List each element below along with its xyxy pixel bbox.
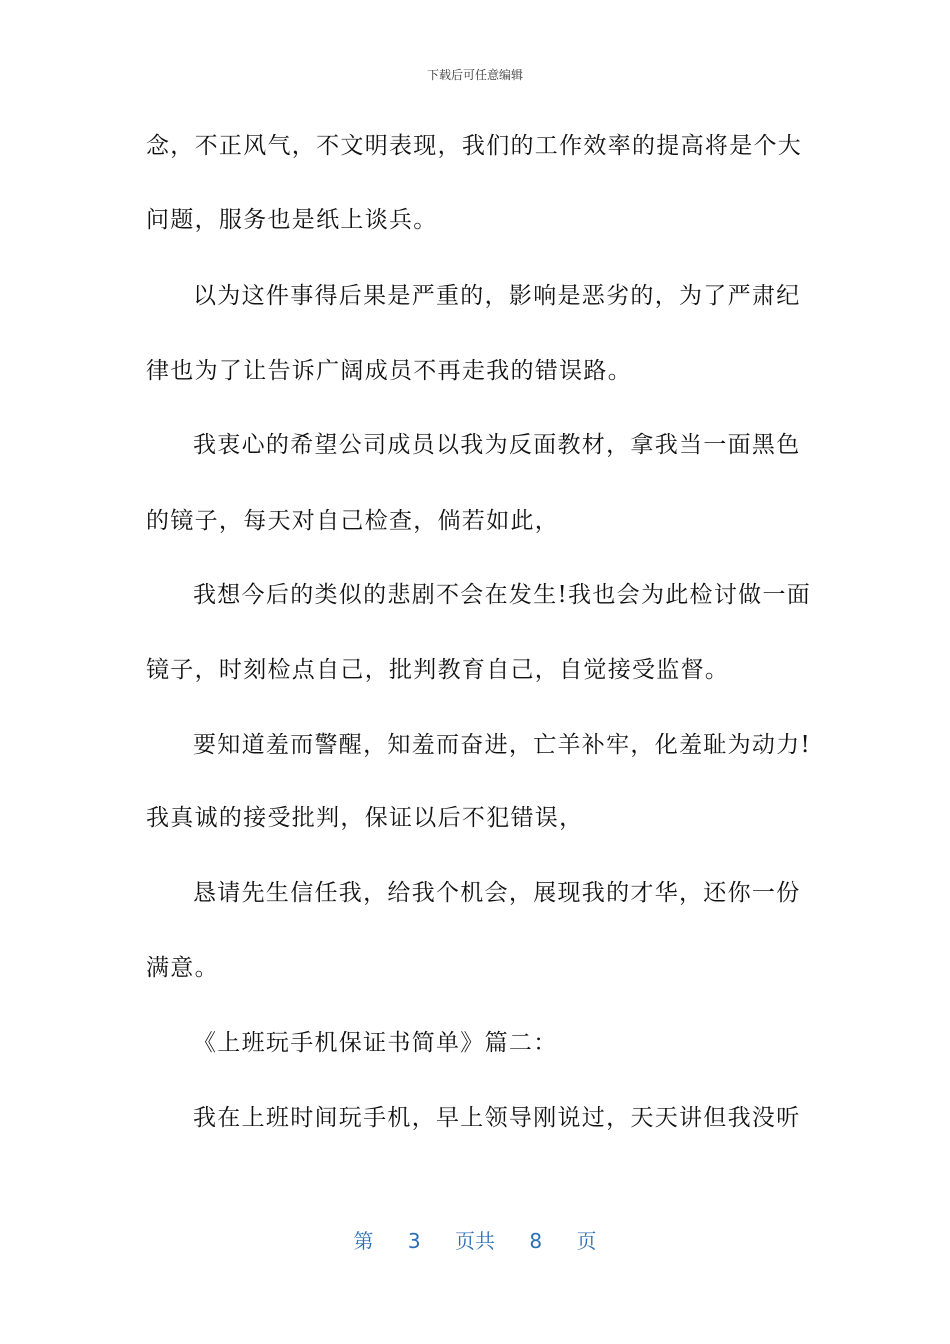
text-line: 《上班玩手机保证书简单》篇二： [193, 1030, 558, 1056]
footer-label-di: 第 [353, 1229, 374, 1253]
text-line: 我真诚的接受批判，保证以后不犯错误， [146, 805, 584, 831]
footer-total-pages: 8 [529, 1229, 543, 1253]
footer-label-yegong: 页共 [455, 1229, 495, 1253]
text-line: 镜子，时刻检点自己，批判教育自己，自觉接受监督。 [146, 657, 730, 683]
footer-current-page: 3 [407, 1229, 421, 1253]
page-header-note: 下载后可任意编辑 [426, 68, 523, 82]
page-footer [0, 1225, 950, 1254]
text-line: 律也为了让告诉广阔成员不再走我的错误路。 [146, 358, 632, 384]
text-line: 以为这件事得后果是严重的，影响是恶劣的，为了严肃纪 [193, 283, 801, 309]
footer-label-ye: 页 [576, 1229, 597, 1253]
text-line: 的镜子，每天对自己检查，倘若如此， [146, 508, 560, 534]
text-line: 恳请先生信任我，给我个机会，展现我的才华，还你一份 [193, 880, 801, 906]
text-line: 满意。 [146, 955, 219, 981]
text-line: 念，不正风气，不文明表现，我们的工作效率的提高将是个大 [146, 133, 803, 159]
text-line: 我衷心的希望公司成员以我为反面教材，拿我当一面黑色 [193, 432, 801, 458]
text-line: 我在上班时间玩手机，早上领导刚说过，天天讲但我没听 [193, 1105, 801, 1131]
text-line: 要知道羞而警醒，知羞而奋进，亡羊补牢，化羞耻为动力! [193, 732, 812, 758]
text-line: 问题，服务也是纸上谈兵。 [146, 207, 438, 233]
text-line: 我想今后的类似的悲剧不会在发生!我也会为此检讨做一面 [193, 582, 812, 608]
